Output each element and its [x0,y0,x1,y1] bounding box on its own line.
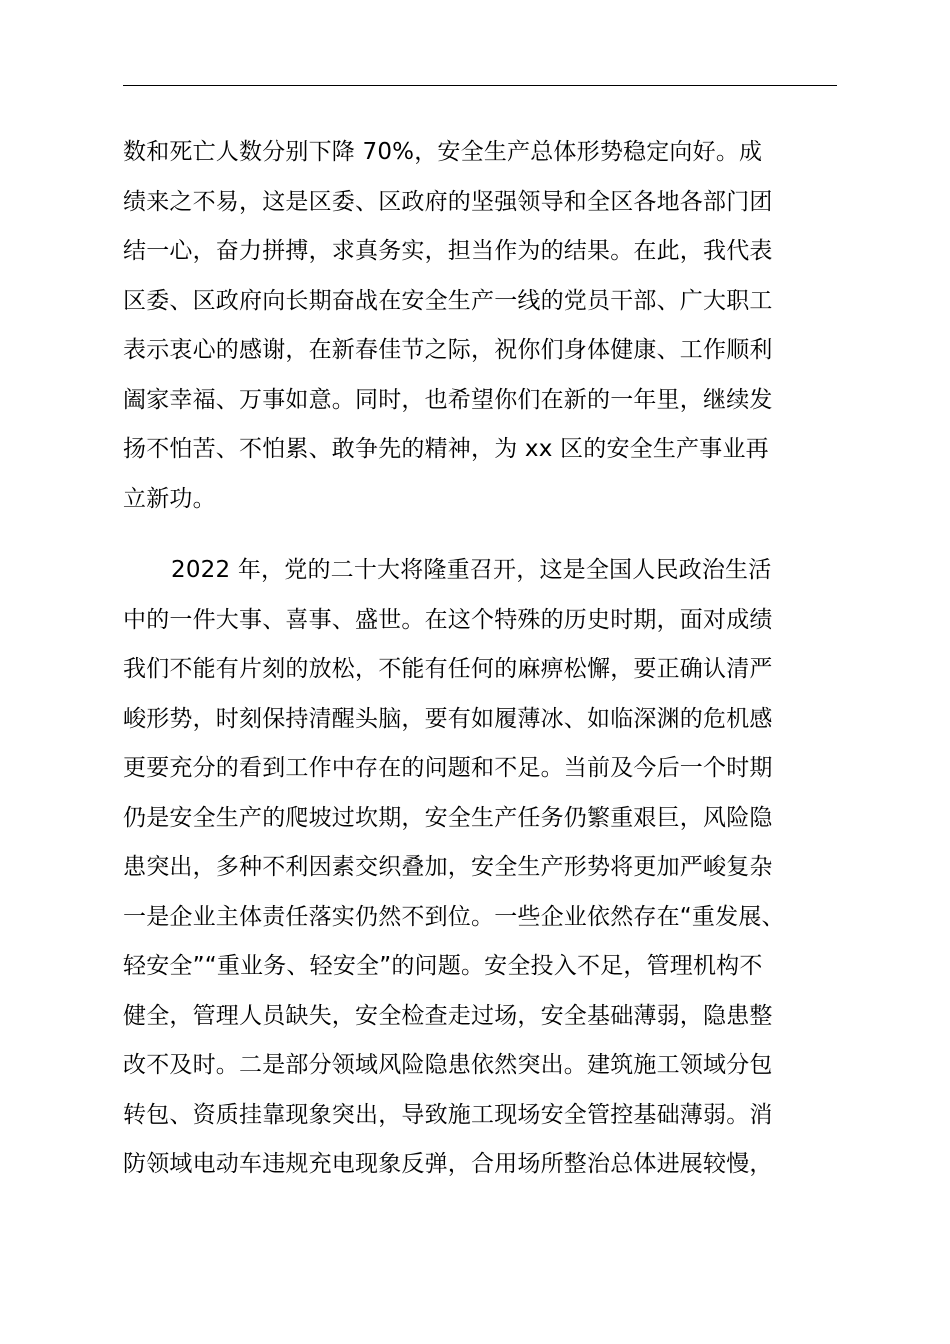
text-line: 轻安全”“重业务、轻安全”的问题。安全投入不足，管理机构不 [123,953,763,979]
text-line: 2022 年，党的二十大将隆重召开，这是全国人民政治生活 [171,557,772,583]
paragraph-2 [123,546,843,1190]
paragraph-1 [123,128,843,524]
text-line: 更要充分的看到工作中存在的问题和不足。当前及今后一个时期 [123,755,773,781]
text-line: 仍是安全生产的爬坡过坎期，安全生产任务仍繁重艰巨，风险隐 [123,804,773,831]
text-line: 一是企业主体责任落实仍然不到位。一些企业依然存在“重发展、 [123,903,785,930]
paragraph-gap [123,524,843,546]
text-line: 转包、资质挂靠现象突出，导致施工现场安全管控基础薄弱。消 [123,1101,773,1128]
text-line: 绩来之不易，这是区委、区政府的坚强领导和全区各地各部门团 [123,188,773,215]
text-line: 峻形势，时刻保持清醒头脑，要有如履薄冰、如临深渊的危机感 [123,705,773,732]
text-line: 中的一件大事、喜事、盛世。在这个特殊的历史时期，面对成绩 [123,606,773,633]
text-line: 立新功。 [123,485,216,512]
document-body [123,128,843,1190]
text-line: 区委、区政府向长期奋战在安全生产一线的党员干部、广大职工 [123,287,773,314]
text-line: 数和死亡人数分别下降 70%，安全生产总体形势稳定向好。成 [123,139,763,165]
text-line: 患突出，多种不利因素交织叠加，安全生产形势将更加严峻复杂 [123,854,773,880]
text-line: 扬不怕苦、不怕累、敢争先的精神，为 xx 区的安全生产事业再 [123,436,769,462]
text-line: 防领域电动车违规充电现象反弹，合用场所整治总体进展较慢， [123,1151,773,1177]
text-line: 健全，管理人员缺失，安全检查走过场，安全基础薄弱，隐患整 [123,1002,773,1029]
text-line: 阖家幸福、万事如意。同时，也希望你们在新的一年里，继续发 [123,386,773,413]
text-line: 结一心，奋力拼搏，求真务实，担当作为的结果。在此，我代表 [123,238,773,264]
text-line: 表示衷心的感谢，在新春佳节之际，祝你们身体健康、工作顺利 [123,337,773,363]
text-line: 我们不能有片刻的放松，不能有任何的麻痹松懈，要正确认清严 [123,656,773,682]
text-line: 改不及时。二是部分领域风险隐患依然突出。建筑施工领域分包 [123,1052,773,1078]
header-rule [123,85,837,86]
